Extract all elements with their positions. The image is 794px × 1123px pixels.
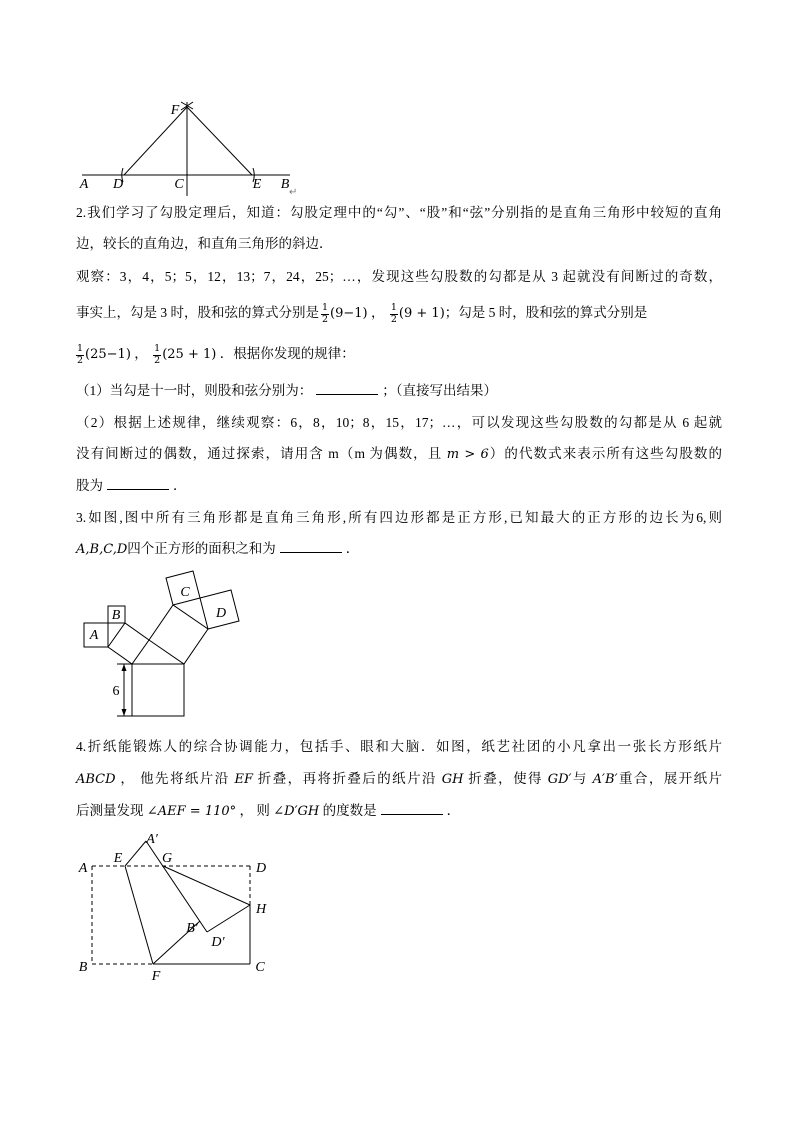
- fraction-numerator: 1: [322, 302, 329, 313]
- fraction-denominator: 2: [390, 313, 397, 325]
- comma: ，: [134, 346, 148, 362]
- q2-text: （1）当勾是十一时，则股和弦分别为：: [76, 383, 313, 398]
- label-e: E: [252, 177, 262, 192]
- fraction-half: [321, 303, 329, 325]
- q4-line-3: [76, 801, 460, 822]
- q2-text: （2）根据上述规律，继续观察：6，8，10；8，15，17；…，可以发现这些勾股数的勾都是从 6 起就: [76, 415, 722, 430]
- label-d: D: [255, 861, 267, 876]
- q2-sub1: [76, 381, 497, 401]
- fraction-numerator: 1: [77, 343, 84, 354]
- dimension-arrow-bottom: [122, 709, 127, 716]
- q2-line-5: [76, 344, 355, 366]
- label-b: B: [280, 177, 290, 192]
- q4-text: ．: [446, 803, 461, 818]
- q4-text: 与: [571, 771, 593, 786]
- segment-ea-prime: [125, 841, 146, 866]
- comma: ，: [371, 305, 385, 321]
- label-e: E: [113, 851, 123, 866]
- figure-folded-rectangle: [72, 828, 272, 985]
- answer-blank: [316, 381, 378, 395]
- math-expression: (9 + 1): [398, 306, 445, 322]
- math-angle-dgh: ∠D′GH: [273, 804, 320, 819]
- label-a: A: [79, 177, 89, 192]
- q4-text: ， 则: [236, 803, 274, 818]
- q3-text: 四个正方形的面积之和为: [127, 541, 276, 556]
- math-segment-ab: A′B′: [592, 772, 618, 787]
- q2-text: 没有间断过的偶数，通过探索，请用含 m（m 为偶数，且: [76, 446, 443, 461]
- label-g: G: [161, 851, 173, 866]
- q2-line-3: [76, 267, 722, 287]
- fraction-half: [76, 344, 84, 366]
- label-square-a: A: [89, 628, 99, 643]
- q2-sub2-line-2: [76, 444, 722, 465]
- fold-line-ef: [125, 866, 153, 964]
- label-square-c: C: [180, 585, 190, 600]
- q2-line-1: [76, 203, 722, 223]
- math-rectangle-name: ABCD: [76, 772, 116, 787]
- q2-text: ）的代数式来表示所有这些勾股数的: [488, 446, 722, 461]
- label-f: F: [170, 103, 180, 118]
- q4-text: 的度数是: [319, 803, 377, 818]
- q2-text: ．根据你发现的规律：: [219, 346, 355, 362]
- label-d-prime: D′: [211, 935, 225, 950]
- math-inequality: m > 6: [446, 447, 489, 462]
- answer-blank: [107, 476, 169, 490]
- figure-perpendicular-construction: [70, 95, 305, 200]
- label-c: C: [174, 177, 184, 192]
- q2-text: ．: [173, 478, 187, 493]
- q4-text: 折叠，再将折叠后的纸片沿: [253, 771, 442, 786]
- label-square-d: D: [215, 606, 227, 621]
- q2-text: 2.我们学习了勾股定理后，知道：勾股定理中的“勾”、“股”和“弦”分别指的是直角三角形中较短的直角: [76, 205, 722, 220]
- fraction-half: [153, 344, 161, 366]
- answer-blank: [280, 539, 342, 553]
- q2-line-2: [76, 234, 333, 254]
- math-segment-gd: GD′: [547, 772, 572, 787]
- right-medium-square: [149, 605, 208, 664]
- segment-fe: [187, 107, 252, 175]
- math-angle-aef: ∠AEF = 110°: [146, 804, 237, 819]
- q2-sub2-line-3: [76, 476, 187, 496]
- q2-text: ；（直接写出结果）: [382, 383, 497, 398]
- label-c: C: [255, 960, 265, 975]
- label-f: F: [151, 969, 161, 984]
- fraction-numerator: 1: [154, 343, 161, 354]
- math-segment-gh: GH: [441, 772, 464, 787]
- math-expression: (9−1): [330, 306, 368, 322]
- q2-line-4: [76, 303, 647, 325]
- q4-text: 折叠，使得: [463, 771, 548, 786]
- fraction-half: [390, 303, 398, 325]
- q3-text: ．: [345, 541, 360, 556]
- fraction-denominator: 2: [154, 354, 161, 366]
- q4-text: 后测量发现: [76, 803, 147, 818]
- label-d: D: [112, 177, 124, 192]
- label-square-b: B: [111, 608, 121, 623]
- label-a-prime: A′: [146, 832, 158, 847]
- q2-text: ；勾是 5 时，股和弦的算式分别是: [444, 305, 648, 321]
- segment-a-prime-d-prime: [146, 841, 207, 932]
- q2-text: 股为: [76, 478, 103, 493]
- q3-line-2: [76, 539, 359, 560]
- math-expression: (25 + 1): [162, 347, 217, 363]
- q2-sub2-line-1: [76, 413, 722, 433]
- dimension-arrow-top: [122, 664, 127, 671]
- label-side-length: 6: [112, 684, 120, 699]
- segment-h-d-prime: [207, 905, 250, 932]
- fraction-denominator: 2: [322, 313, 329, 325]
- q4-text: 4.折纸能锻炼人的综合协调能力，包括手、眼和大脑．如图，纸艺社团的小凡拿出一张长方形纸片: [76, 739, 722, 754]
- fraction-numerator: 1: [390, 302, 397, 313]
- math-segment-ef: EF: [234, 772, 253, 787]
- q2-text: 事实上，勾是 3 时，股和弦的算式分别是: [76, 305, 319, 321]
- q4-text: 重合，展开纸片: [617, 771, 723, 786]
- q4-line-2: [76, 769, 722, 790]
- math-labels: A,B,C,D: [76, 542, 128, 557]
- math-expression: (25−1): [85, 347, 131, 363]
- label-b: B: [78, 960, 88, 975]
- q4-text: ， 他先将纸片沿: [115, 771, 235, 786]
- fraction-denominator: 2: [77, 354, 84, 366]
- figure-pythagoras-squares: [75, 565, 250, 722]
- q3-line-1: [76, 508, 722, 528]
- label-b-prime: B′: [186, 921, 198, 936]
- q2-text: 边，较长的直角边，和直角三角形的斜边．: [76, 236, 333, 251]
- q2-text: 观察：3，4，5；5，12，13；7，24，25；…，发现这些勾股数的勾都是从 3 起就没有间断过的奇数，: [76, 269, 722, 284]
- q4-line-1: [76, 737, 722, 757]
- label-h: H: [255, 902, 267, 917]
- left-medium-square: [108, 623, 149, 664]
- largest-square: [132, 664, 184, 716]
- answer-blank: [381, 801, 443, 815]
- q3-text: 3.如图,图中所有三角形都是直角三角形,所有四边形都是正方形,已知最大的正方形的边长为6,则: [76, 510, 722, 525]
- paragraph-mark-icon: ↵: [289, 187, 298, 198]
- label-a: A: [78, 861, 88, 876]
